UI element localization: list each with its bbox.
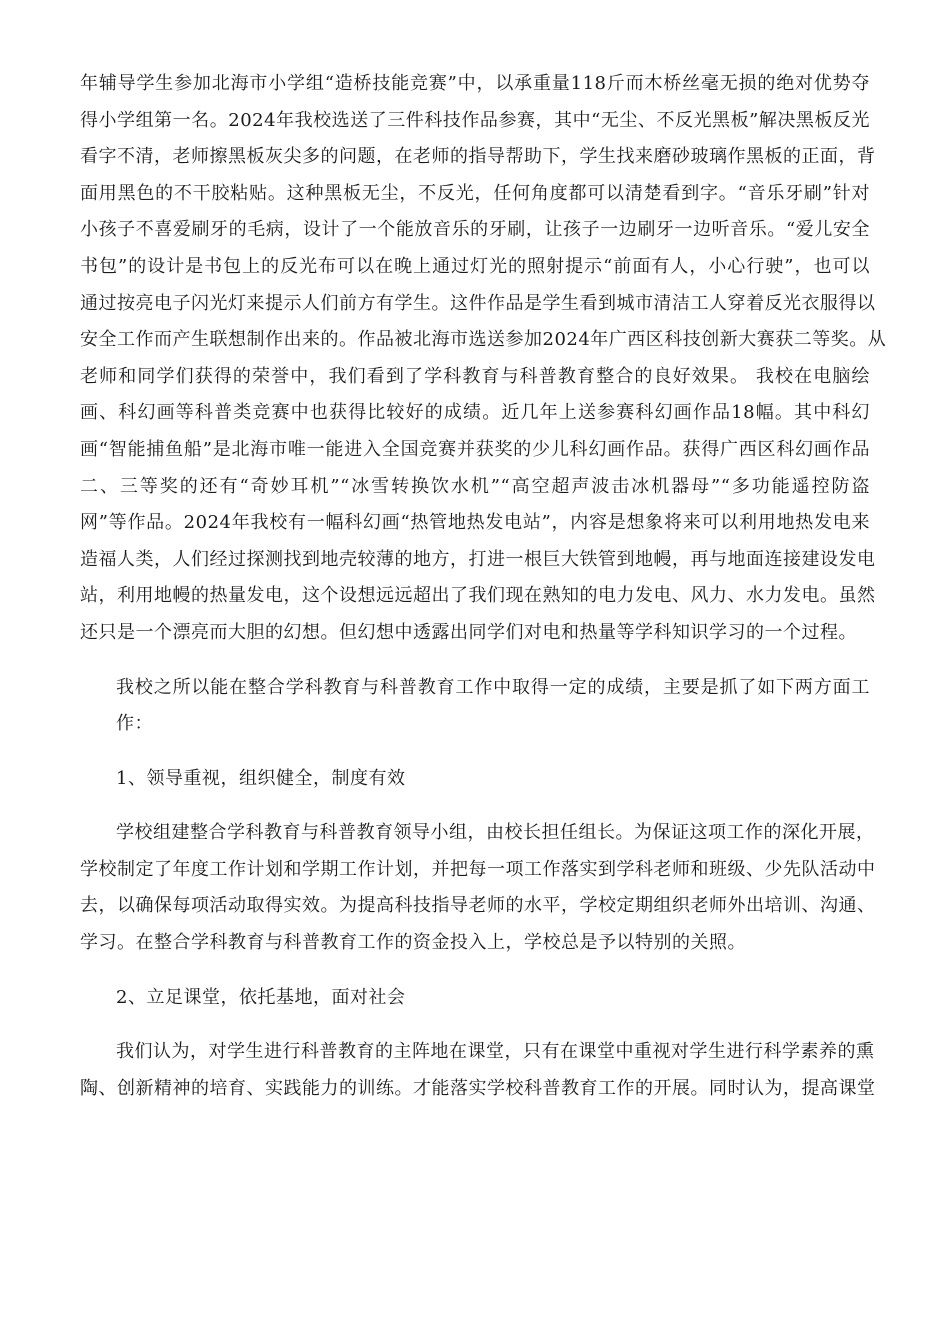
section-heading-2: [80, 980, 870, 1017]
text-line: 学校制定了年度工作计划和学期工作计划，并把每一项工作落实到学科老师和班级、少先队活动中: [80, 858, 876, 880]
text-line: 安全工作而产生联想制作出来的。作品被北海市选送参加2024年广西区科技创新大赛获二等奖。从: [80, 329, 887, 351]
text-line: 得小学组第一名。2024年我校选送了三件科技作品参赛，其中“无尘、不反光黑板”解决黑板反光: [80, 109, 870, 131]
text-line: 学校组建整合学科教育与科普教育领导小组，由校长担任组长。为保证这项工作的深化开展，: [116, 822, 875, 844]
paragraph-achievements: [80, 66, 887, 652]
text-line: 面用黑色的不干胶粘贴。这种黑板无尘，不反光，任何角度都可以清楚看到字。“音乐牙刷”针对: [80, 182, 870, 204]
text-line: 画、科幻画等科普类竞赛中也获得比较好的成绩。近几年上送参赛科幻画作品18幅。其中科幻: [80, 402, 870, 424]
text-line: 画“智能捕鱼船”是北海市唯一能进入全国竞赛并获奖的少儿科幻画作品。获得广西区科幻画作品: [80, 438, 870, 460]
paragraph-intro-two-aspects: [80, 670, 870, 743]
text-line: 年辅导学生参加北海市小学组“造桥技能竞赛”中，以承重量118斤而木桥丝毫无损的绝对优势夺: [80, 73, 870, 94]
text-line: 陶、创新精神的培育、实践能力的训练。才能落实学校科普教育工作的开展。同时认为，提高课堂: [80, 1077, 876, 1099]
text-line: 书包”的设计是书包上的反光布可以在晚上通过灯光的照射提示“前面有人，小心行驶”，也可以: [80, 255, 870, 277]
text-line: 造福人类，人们经过探测找到地壳较薄的地方，打进一根巨大铁管到地幔，再与地面连接建设发电: [80, 548, 876, 570]
paragraph-classroom: [80, 1034, 876, 1107]
text-line: 网”等作品。2024年我校有一幅科幻画“热管地热发电站”，内容是想象将来可以利用地热发电来: [80, 512, 870, 534]
text-line: 老师和同学们获得的荣誉中，我们看到了学科教育与科普教育整合的良好效果。 我校在电脑绘: [80, 365, 870, 387]
text-line: 看字不清，老师擦黑板灰尖多的问题，在老师的指导帮助下，学生找来磨砂玻璃作黑板的正面，背: [80, 146, 876, 168]
text-line: 还只是一个漂亮而大胆的幻想。但幻想中透露出同学们对电和热量等学科知识学习的一个过程。: [80, 621, 857, 643]
text-line: 通过按亮电子闪光灯来提示人们前方有学生。这件作品是学生看到城市清洁工人穿着反光衣服得以: [80, 292, 876, 314]
text-line: 二、三等奖的还有“奇妙耳机”“冰雪转换饮水机”“高空超声波击冰机器母”“多功能遥控防盗: [80, 475, 870, 497]
text-line: 作：: [116, 713, 153, 735]
text-line: 去，以确保每项活动取得实效。为提高科技指导老师的水平，学校定期组织老师外出培训、沟通、: [80, 895, 876, 917]
document-page: [80, 66, 887, 1107]
text-line: 小孩子不喜爱刷牙的毛病，设计了一个能放音乐的牙刷，让孩子一边刷牙一边听音乐。“爱儿安全: [80, 219, 870, 241]
section-heading-1: [80, 761, 870, 798]
paragraph-leadership: [80, 815, 876, 961]
text-line: 我校之所以能在整合学科教育与科普教育工作中取得一定的成绩，主要是抓了如下两方面工: [116, 676, 870, 698]
text-line: 学习。在整合学科教育与科普教育工作的资金投入上，学校总是予以特别的关照。: [80, 932, 746, 954]
text-line: 站，利用地幔的热量发电，这个设想远远超出了我们现在熟知的电力发电、风力、水力发电。虽然: [80, 585, 876, 607]
heading-text: 2、立足课堂，依托基地，面对社会: [116, 986, 406, 1008]
text-line: 我们认为，对学生进行科普教育的主阵地在课堂，只有在课堂中重视对学生进行科学素养的熏: [116, 1041, 875, 1063]
heading-text: 1、领导重视，组织健全，制度有效: [116, 767, 406, 789]
